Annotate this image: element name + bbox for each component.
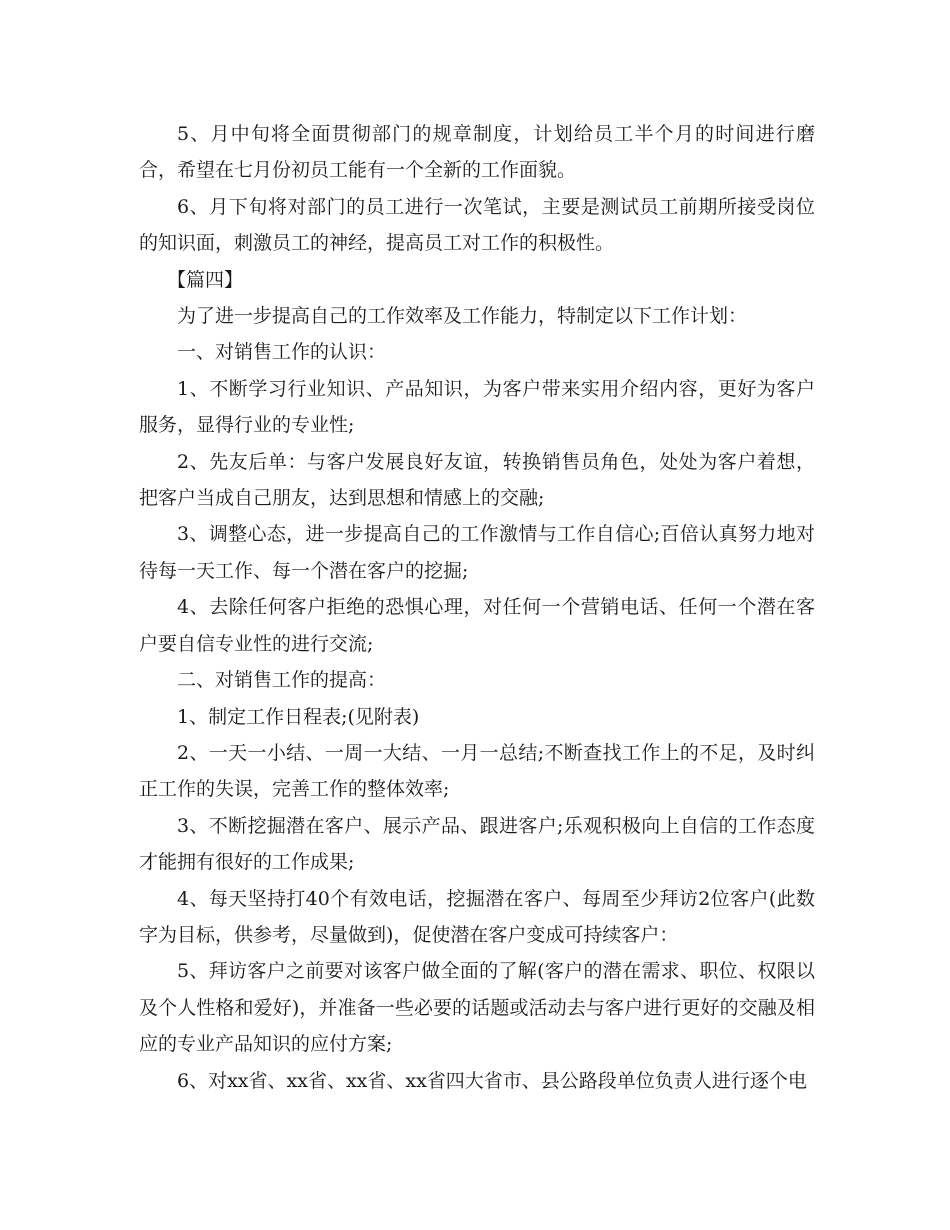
paragraph-friend-first: 2、先友后单：与客户发展良好友谊，转换销售员角色，处处为客户着想，把客户当成自己朋友，达到思想和情感上的交融; bbox=[139, 450, 815, 510]
document-body bbox=[139, 116, 815, 1099]
paragraph-learning: 1、不断学习行业知识、产品知识，为客户带来实用介绍内容，更好为客户服务，显得行业的专业性; bbox=[139, 377, 815, 437]
paragraph-6-late-month: 6、月下旬将对部门的员工进行一次笔试，主要是测试员工前期所接受岗位的知识面，刺激员工的神经，提高员工对工作的积极性。 bbox=[139, 195, 815, 255]
paragraph-provinces: 6、对xx省、xx省、xx省、xx省四大省市、县公路段单位负责人进行逐个电 bbox=[177, 1069, 807, 1092]
paragraph-fear: 4、去除任何客户拒绝的恐惧心理，对任何一个营销电话、任何一个潜在客户要自信专业性的进行交流; bbox=[139, 596, 815, 655]
paragraph-visit-prep: 5、拜访客户之前要对该客户做全面的了解(客户的潜在需求、职位、权限以及个人性格和爱好)，并准备一些必要的话题或活动去与客户进行更好的交融及相应的专业产品知识的应付方案; bbox=[139, 960, 815, 1056]
paragraph-intro: 为了进一步提高自己的工作效率及工作能力，特制定以下工作计划： bbox=[177, 305, 748, 328]
paragraph-mindset: 3、调整心态，进一步提高自己的工作激情与工作自信心;百倍认真努力地对待每一天工作、每一个潜在客户的挖掘; bbox=[139, 523, 815, 582]
paragraph-improvement-heading: 二、对销售工作的提高： bbox=[177, 669, 387, 692]
paragraph-schedule: 1、制定工作日程表;(见附表) bbox=[177, 705, 420, 728]
paragraph-daily-calls: 4、每天坚持打40个有效电话，挖掘潜在客户、每周至少拜访2位客户(此数字为目标，供参考，尽量做到)，促使潜在客户变成可持续客户： bbox=[139, 887, 815, 946]
paragraph-5-mid-month: 5、月中旬将全面贯彻部门的规章制度，计划给员工半个月的时间进行磨合，希望在七月份初员工能有一个全新的工作面貌。 bbox=[139, 123, 815, 182]
section-heading: 【篇四】 bbox=[167, 268, 244, 291]
paragraph-summary: 2、一天一小结、一周一大结、一月一总结;不断查找工作上的不足，及时纠正工作的失误，完善工作的整体效率; bbox=[139, 741, 815, 801]
paragraph-understanding-heading: 一、对销售工作的认识： bbox=[177, 341, 387, 364]
paragraph-prospecting: 3、不断挖掘潜在客户、展示产品、跟进客户;乐观积极向上自信的工作态度才能拥有很好的工作成果; bbox=[139, 814, 815, 874]
